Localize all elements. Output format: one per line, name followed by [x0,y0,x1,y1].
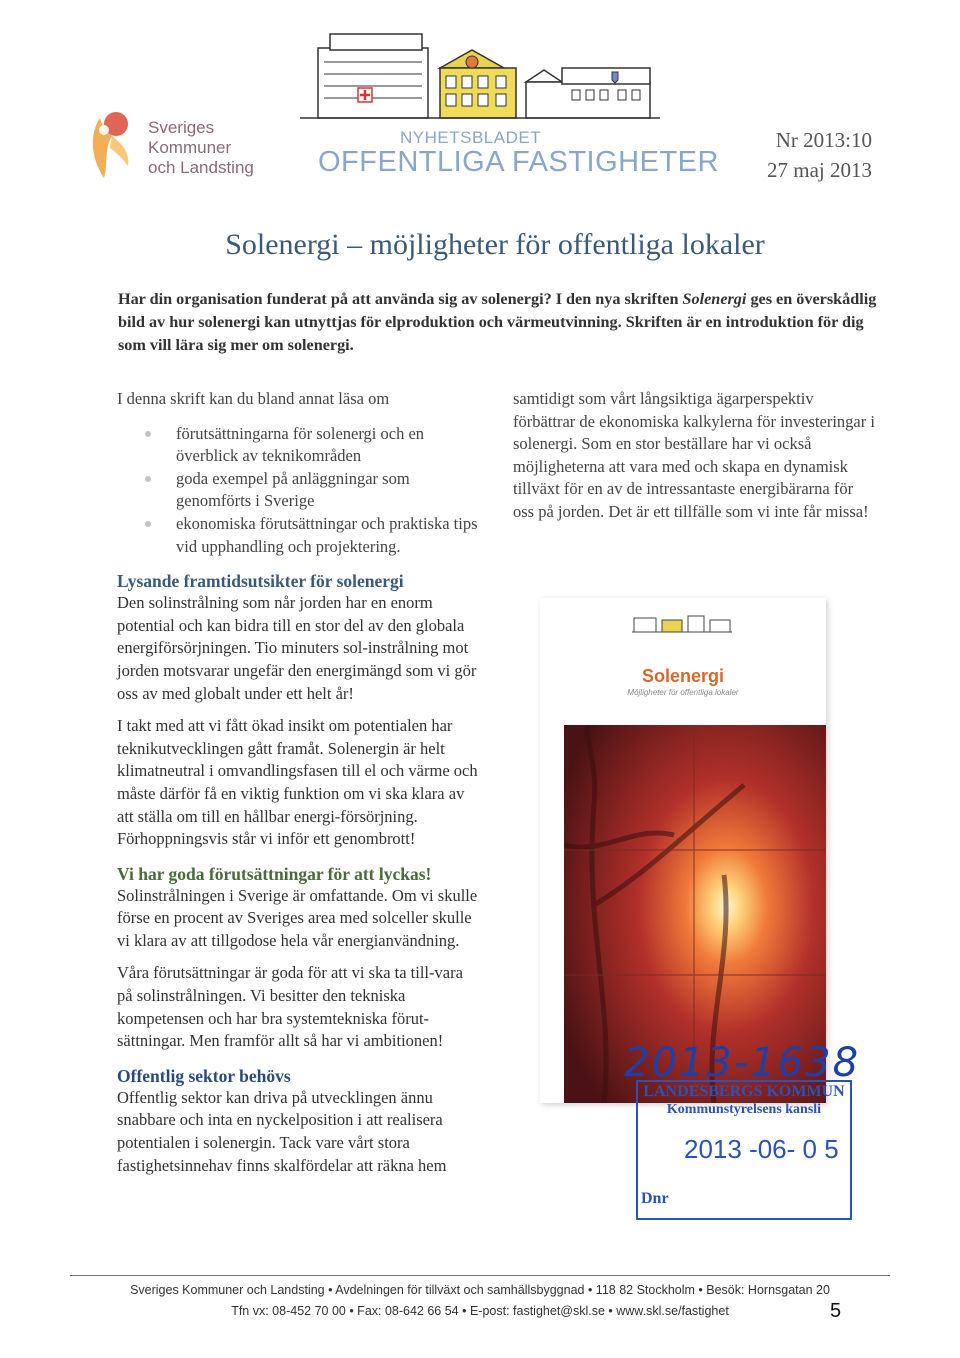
intro-paragraph [118,288,878,357]
article-title: Solenergi – möjligheter för offentliga lokaler [225,228,765,261]
section-paragraph: Den solinstrålning som når jorden har en enorm potential och kan bidra till en stor del av den globala energiförsörjningen. Tio minuters sol-instrålning mot jorden motsvarar ungefär den energimängd som vi gör oss av med globalt under ett helt år! [117,593,477,703]
issue-number: Nr 2013:10 [775,128,872,152]
stamp-dnr: Dnr [641,1190,669,1207]
section-paragraph: I takt med att vi fått ökad insikt om potentialen har teknikutvecklingen gått framåt. Solenergin är helt klimatneutral i omvandlingsfasen till el och värme och måste därför få en viktig funktion om vi ska klara av att ställa om till en hållbar energi-försörjning. Förhoppningsvis står vi inför ett genombrott! [117,716,478,849]
cover-header [540,598,826,725]
org-name-line-1: Sveriges [148,118,215,137]
stamp-municipality: LANDESBERGS KOMMUN [643,1083,845,1100]
footer-divider [70,1275,890,1276]
bullet-list [117,423,479,559]
skl-logo-icon [82,108,138,182]
section-heading-conditions: Vi har goda förutsättningar för att lyckas! [117,863,432,884]
bullet-item [117,468,479,513]
left-column [117,388,479,1187]
cover-buildings-icon [632,612,732,634]
bullet-item [117,423,479,468]
footer-address: Sveriges Kommuner och Landsting • Avdelningen för tillväxt och samhällsbyggnad • 118 82 Stockholm • Besök: Hornsgatan 20 [130,1283,830,1297]
cover-subtitle: Möjligheter för offentliga lokaler [627,688,739,697]
registration-stamp [636,1080,852,1220]
section-heading-public-sector: Offentlig sektor behövs [117,1065,291,1086]
page-number: 5 [830,1300,842,1322]
org-name-line-2: Kommuner [148,138,232,157]
bullet-dot-icon [145,431,151,437]
intro-italic-title: Solenergi [682,290,747,308]
publication-cover [540,598,826,1103]
cover-title: Solenergi [641,666,725,686]
section-paragraph: Offentlig sektor kan driva på utvecklingen ännu snabbare och inta en nyckelposition i att realisera potentialen i solenergin. Tack vare vårt stora fastighetsinnehav finns skalfördelar att räkna hem [117,1087,447,1175]
right-column-paragraph: samtidigt som vårt långsiktiga ägarperspektiv förbättrar de ekonomiska kalkylerna för investeringar i solenergi. Som en stor beställare har vi också möjligheterna att vara med och skapa en dynamisk tillväxt för en av de intressantaste energibärarna för oss på jorden. Det är ett tillfälle som vi inte får missa! [513,389,875,521]
bullet-text: ekonomiska förutsättningar och praktiska tips vid upphandling och projektering. [176,513,478,556]
section-heading-prospects: Lysande framtidsutsikter för solenergi [117,571,404,592]
buildings-illustration-icon [300,28,660,124]
bullet-dot-icon [145,521,151,527]
org-name [148,118,254,178]
bullet-text: goda exempel på anläggningar som genomförts i Sverige [176,468,410,511]
newsletter-label: NYHETSBLADET [400,128,542,147]
intro-text-1: Har din organisation funderat på att använda sig av solenergi? I den nya skriften [118,290,683,308]
right-column [513,388,875,534]
bullet-dot-icon [145,476,151,482]
footer-contact: Tfn vx: 08-452 70 00 • Fax: 08-642 66 54 • E-post: fastighet@skl.se • www.skl.se/fastighet [231,1304,729,1318]
stamp-department: Kommunstyrelsens kansli [666,1102,822,1117]
bullet-lead: I denna skrift kan du bland annat läsa om [117,389,390,408]
bullet-text: förutsättningarna för solenergi och en överblick av teknikområden [176,423,425,466]
bullet-item [117,513,479,558]
intro-text-2: ges en överskådlig bild av hur solenergi kan utnyttjas för elproduktion och värmeutvinning. Skriften är en introduktion för dig som vill lära sig mer om solenergi. [118,290,877,354]
handwritten-reference: 2013-1638 [624,1040,861,1086]
stamp-date: 2013 -06- 0 5 [684,1134,839,1164]
section-paragraph: Våra förutsättningar är goda för att vi ska ta till-vara på solinstrålningen. Vi besitter den tekniska kompetensen och har bra systemtekniska förut-sättningar. Men framför allt så har vi ambitionen! [117,963,463,1051]
section-paragraph: Solinstrålningen i Sverige är omfattande. Om vi skulle förse en procent av Sveriges area med solceller skulle vi klara av att tillgodose hela vår energianvändning. [117,885,478,950]
newsletter-title: OFFENTLIGA FASTIGHETER [318,146,719,178]
issue-date: 27 maj 2013 [767,158,872,182]
org-name-line-3: och Landsting [148,158,254,177]
